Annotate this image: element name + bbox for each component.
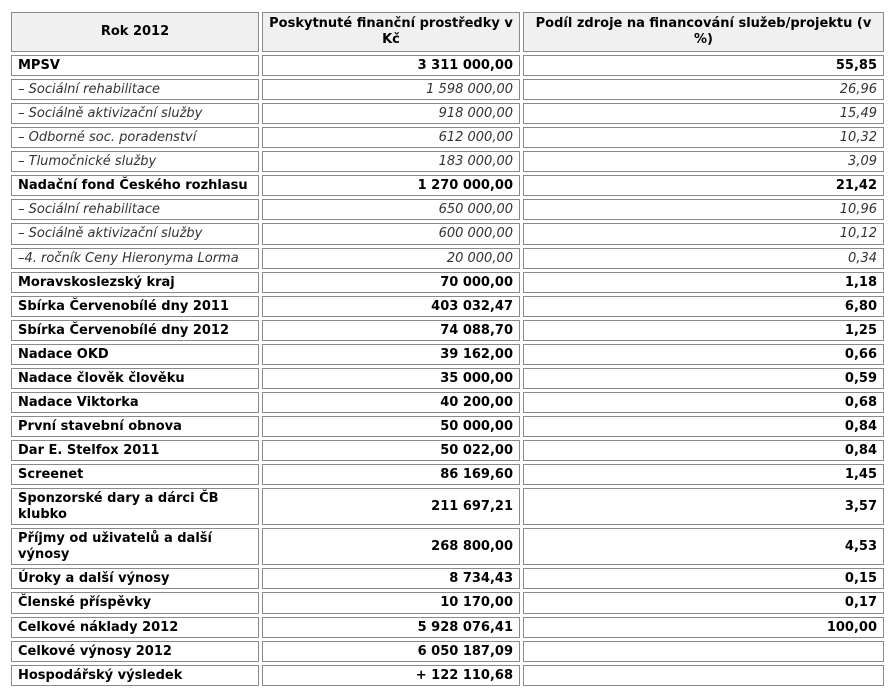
- share-cell: 100,00: [523, 617, 884, 638]
- share-cell: 1,25: [523, 320, 884, 341]
- table-row: [11, 440, 884, 461]
- table-row: [11, 488, 884, 525]
- source-name-cell: Sponzorské dary a dárci ČB klubko: [11, 488, 259, 525]
- share-cell: 10,32: [523, 127, 884, 148]
- share-cell: 1,45: [523, 464, 884, 485]
- share-cell: 4,53: [523, 528, 884, 565]
- share-cell: 10,12: [523, 223, 884, 244]
- source-name-cell: Nadace Viktorka: [11, 392, 259, 413]
- share-cell: [523, 665, 884, 686]
- source-name-cell: Nadační fond Českého rozhlasu: [11, 175, 259, 196]
- share-cell: 26,96: [523, 79, 884, 100]
- amount-cell: 183 000,00: [262, 151, 520, 172]
- source-name-cell: Sbírka Červenobílé dny 2011: [11, 296, 259, 317]
- amount-cell: 86 169,60: [262, 464, 520, 485]
- share-cell: 1,18: [523, 272, 884, 293]
- table-row: [11, 175, 884, 196]
- source-name-cell: Celkové náklady 2012: [11, 617, 259, 638]
- share-cell: 0,84: [523, 440, 884, 461]
- amount-cell: 40 200,00: [262, 392, 520, 413]
- amount-cell: 70 000,00: [262, 272, 520, 293]
- source-name-cell: První stavební obnova: [11, 416, 259, 437]
- source-name-cell: – Sociálně aktivizační služby: [11, 223, 259, 244]
- table-row: [11, 320, 884, 341]
- amount-cell: 3 311 000,00: [262, 55, 520, 76]
- header-year: Rok 2012: [11, 12, 259, 52]
- source-name-cell: Dar E. Stelfox 2011: [11, 440, 259, 461]
- table-row: [11, 592, 884, 613]
- table-row: [11, 344, 884, 365]
- source-name-cell: Celkové výnosy 2012: [11, 641, 259, 662]
- source-name-cell: Nadace OKD: [11, 344, 259, 365]
- source-name-cell: –4. ročník Ceny Hieronyma Lorma: [11, 248, 259, 269]
- table-row: [11, 248, 884, 269]
- source-name-cell: Sbírka Červenobílé dny 2012: [11, 320, 259, 341]
- share-cell: 0,17: [523, 592, 884, 613]
- amount-cell: 403 032,47: [262, 296, 520, 317]
- source-name-cell: Hospodářský výsledek: [11, 665, 259, 686]
- source-name-cell: – Sociální rehabilitace: [11, 199, 259, 220]
- share-cell: 21,42: [523, 175, 884, 196]
- amount-cell: 268 800,00: [262, 528, 520, 565]
- source-name-cell: Nadace člověk člověku: [11, 368, 259, 389]
- source-name-cell: – Sociálně aktivizační služby: [11, 103, 259, 124]
- source-name-cell: – Tlumočnické služby: [11, 151, 259, 172]
- table-row: [11, 272, 884, 293]
- amount-cell: 35 000,00: [262, 368, 520, 389]
- source-name-cell: Screenet: [11, 464, 259, 485]
- table-header-row: [11, 12, 884, 52]
- table-row: [11, 392, 884, 413]
- funding-table: [8, 9, 887, 689]
- table-row: [11, 528, 884, 565]
- source-name-cell: – Odborné soc. poradenství: [11, 127, 259, 148]
- amount-cell: 20 000,00: [262, 248, 520, 269]
- amount-cell: 600 000,00: [262, 223, 520, 244]
- table-row: [11, 127, 884, 148]
- share-cell: 6,80: [523, 296, 884, 317]
- amount-cell: 918 000,00: [262, 103, 520, 124]
- amount-cell: 650 000,00: [262, 199, 520, 220]
- source-name-cell: Příjmy od uživatelů a další výnosy: [11, 528, 259, 565]
- table-row: [11, 199, 884, 220]
- share-cell: 10,96: [523, 199, 884, 220]
- funding-table-container: [8, 9, 885, 689]
- amount-cell: 5 928 076,41: [262, 617, 520, 638]
- share-cell: 0,68: [523, 392, 884, 413]
- amount-cell: 50 022,00: [262, 440, 520, 461]
- share-cell: 55,85: [523, 55, 884, 76]
- amount-cell: 1 270 000,00: [262, 175, 520, 196]
- table-row: [11, 103, 884, 124]
- share-cell: 0,15: [523, 568, 884, 589]
- source-name-cell: Členské příspěvky: [11, 592, 259, 613]
- table-row: [11, 641, 884, 662]
- amount-cell: 6 050 187,09: [262, 641, 520, 662]
- share-cell: 3,09: [523, 151, 884, 172]
- share-cell: 0,84: [523, 416, 884, 437]
- share-cell: 0,66: [523, 344, 884, 365]
- table-row: [11, 79, 884, 100]
- amount-cell: 74 088,70: [262, 320, 520, 341]
- share-cell: 0,59: [523, 368, 884, 389]
- share-cell: 15,49: [523, 103, 884, 124]
- source-name-cell: Moravskoslezský kraj: [11, 272, 259, 293]
- table-row: [11, 416, 884, 437]
- source-name-cell: Úroky a další výnosy: [11, 568, 259, 589]
- source-name-cell: MPSV: [11, 55, 259, 76]
- amount-cell: 10 170,00: [262, 592, 520, 613]
- table-row: [11, 151, 884, 172]
- amount-cell: 612 000,00: [262, 127, 520, 148]
- amount-cell: 39 162,00: [262, 344, 520, 365]
- header-amount: Poskytnuté finanční prostředky v Kč: [262, 12, 520, 52]
- share-cell: [523, 641, 884, 662]
- share-cell: 3,57: [523, 488, 884, 525]
- amount-cell: + 122 110,68: [262, 665, 520, 686]
- table-row: [11, 368, 884, 389]
- source-name-cell: – Sociální rehabilitace: [11, 79, 259, 100]
- table-row: [11, 223, 884, 244]
- amount-cell: 1 598 000,00: [262, 79, 520, 100]
- table-row: [11, 464, 884, 485]
- amount-cell: 8 734,43: [262, 568, 520, 589]
- table-row: [11, 296, 884, 317]
- share-cell: 0,34: [523, 248, 884, 269]
- table-row: [11, 55, 884, 76]
- header-share: Podíl zdroje na financování služeb/projektu (v %): [523, 12, 884, 52]
- amount-cell: 211 697,21: [262, 488, 520, 525]
- table-row: [11, 617, 884, 638]
- table-row: [11, 665, 884, 686]
- table-row: [11, 568, 884, 589]
- amount-cell: 50 000,00: [262, 416, 520, 437]
- table-body: [11, 55, 884, 686]
